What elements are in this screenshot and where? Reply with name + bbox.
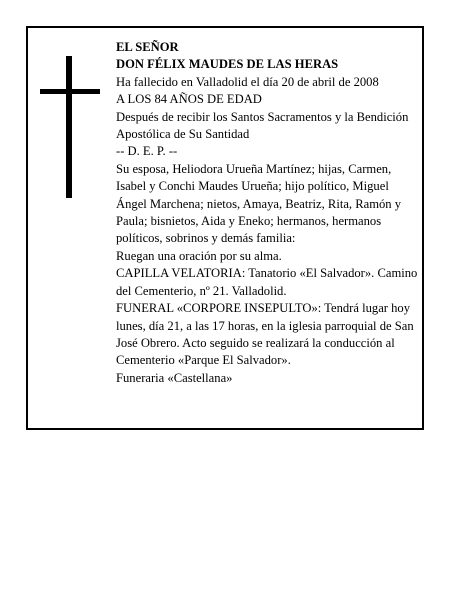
cross-vertical-bar (66, 56, 72, 198)
age-at-death: A LOS 84 AÑOS DE EDAD (116, 92, 262, 107)
obituary-notice (26, 26, 424, 430)
funeral-home: Funeraria «Castellana» (116, 370, 233, 385)
prayer-request: Ruegan una oración por su alma. (116, 248, 282, 263)
family-list: Su esposa, Heliodora Urueña Martínez; hijas, Carmen, Isabel y Conchi Maudes Urueña; hijo político, Miguel Ángel Marchena; nietos, Amaya, Beatriz, Rita, Ramón y Paula; bisnietos, Aida y Eneko; hermanos, hermanos políticos, sobrinos y demás familia: (116, 161, 402, 246)
notice-title: EL SEÑOR (116, 40, 179, 54)
chapel-details: CAPILLA VELATORIA: Tanatorio «El Salvador». Camino del Cementerio, nº 21. Valladolid. (116, 266, 418, 298)
rest-in-peace: -- D. E. P. -- (116, 144, 178, 159)
sacraments-statement: Después de recibir los Santos Sacramentos y la Bendición Apostólica de Su Santidad (116, 109, 409, 142)
cross-horizontal-bar (40, 89, 100, 94)
funeral-details: FUNERAL «CORPORE INSEPULTO»: Tendrá lugar hoy lunes, día 21, a las 17 horas, en la iglesia parroquial de San José Obrero. Acto seguido se realizará la conducción al Cementerio «Parque El Salvador». (116, 301, 414, 368)
notice-text (116, 39, 422, 387)
deceased-name: DON FÉLIX MAUDES DE LAS HERAS (116, 57, 339, 72)
cross-icon (40, 56, 100, 198)
death-announcement: Ha fallecido en Valladolid el día 20 de abril de 2008 (116, 74, 379, 89)
